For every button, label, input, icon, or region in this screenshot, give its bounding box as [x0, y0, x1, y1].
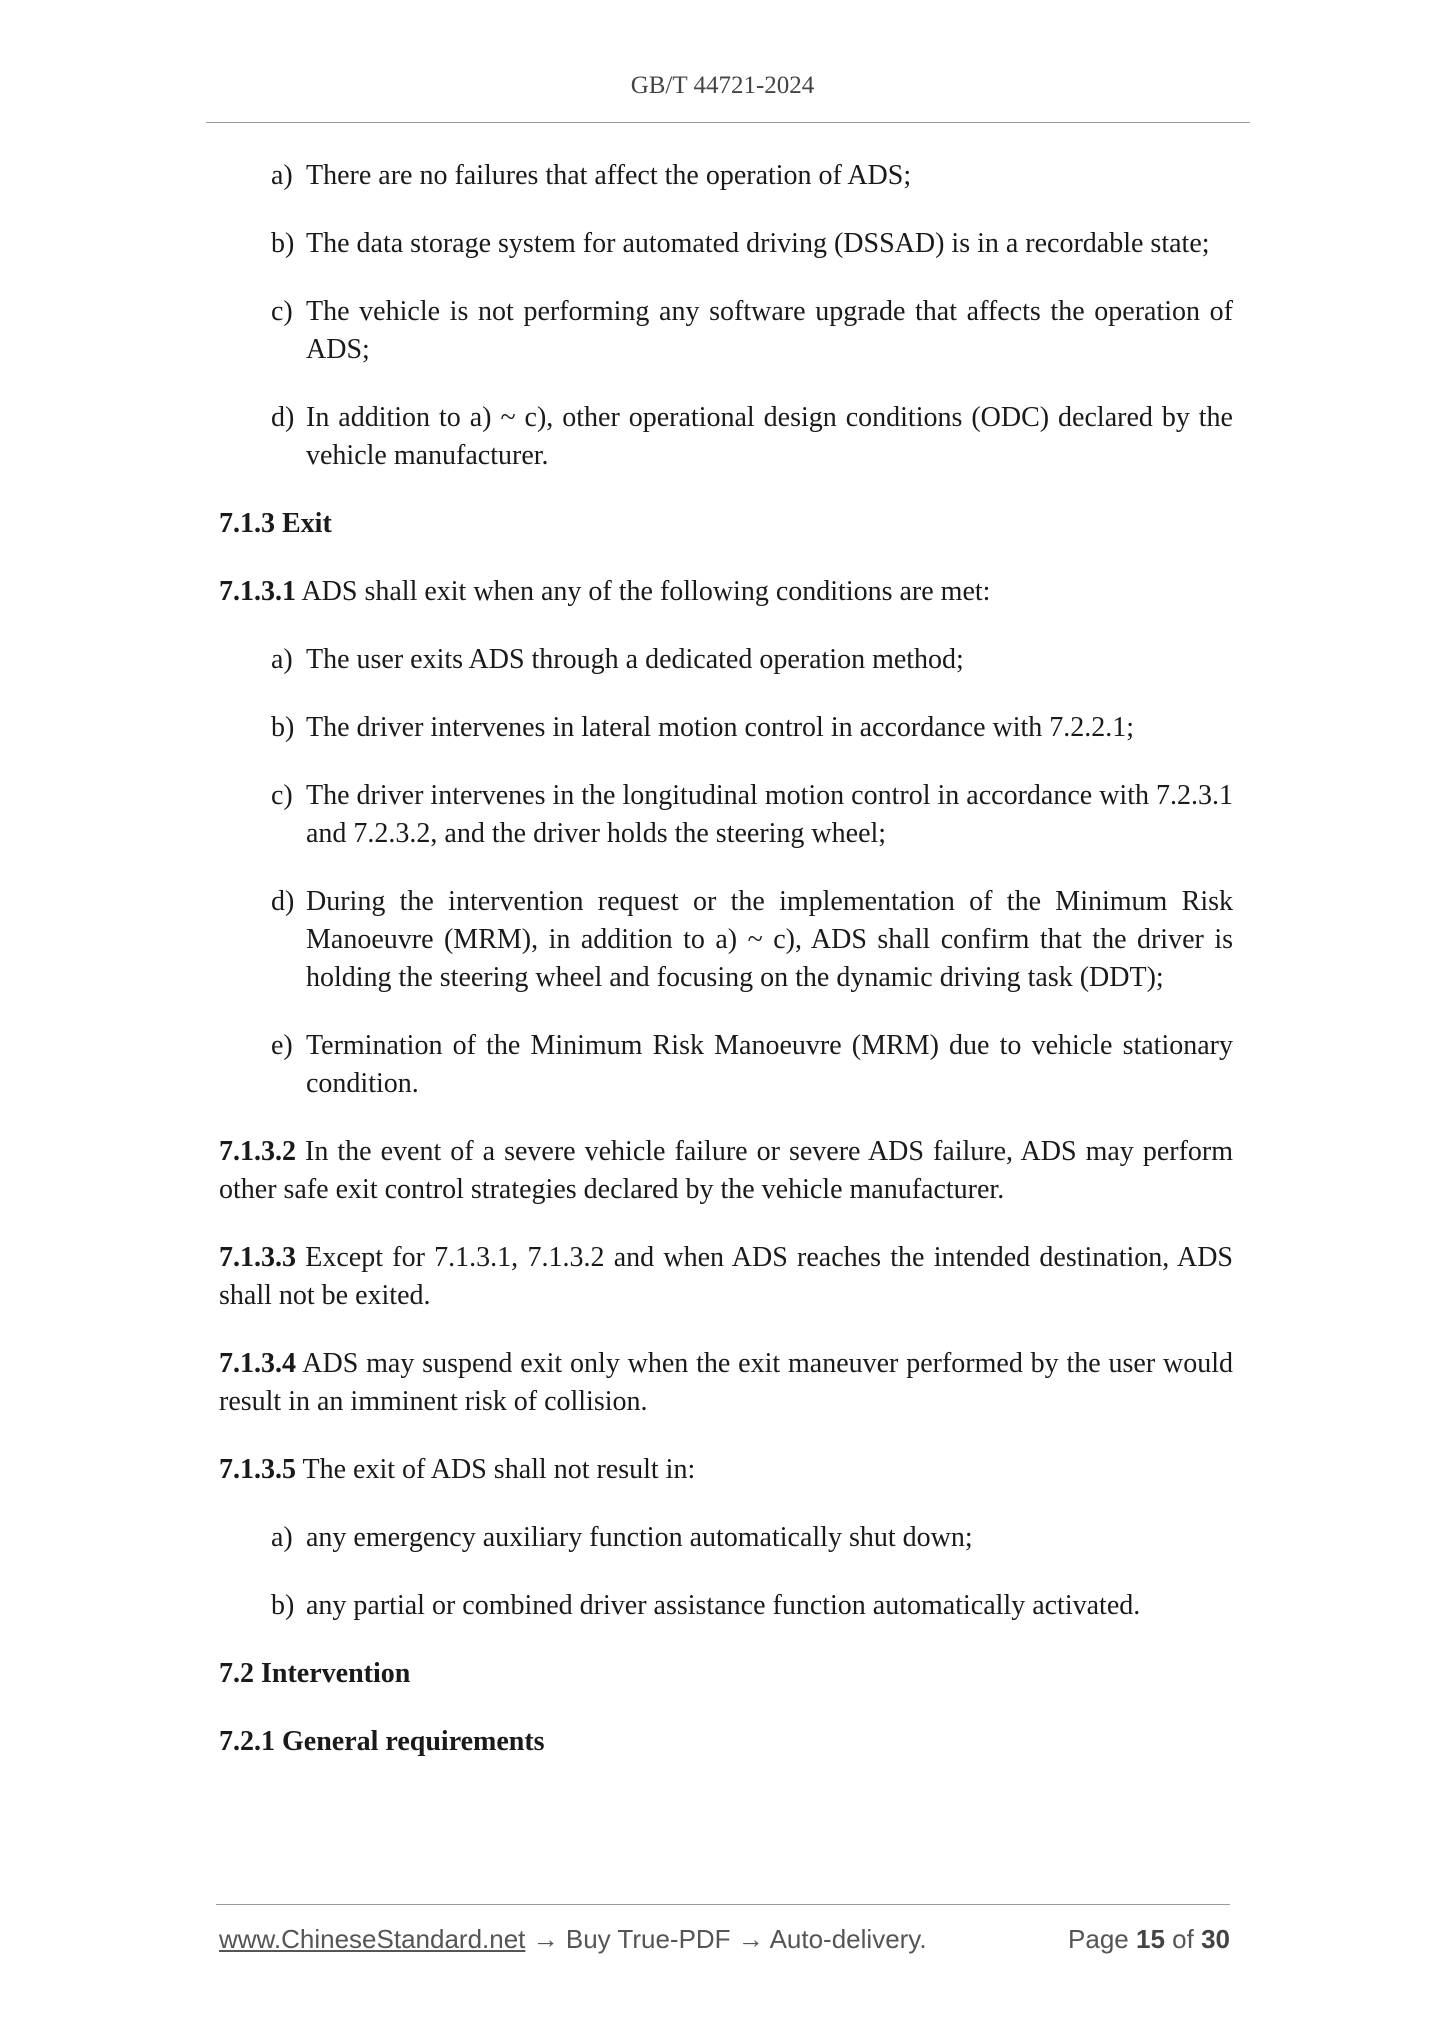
clause-number: 7.1.3.3 [219, 1242, 296, 1273]
list-item-text: The driver intervenes in lateral motion control in accordance with 7.2.2.1; [306, 712, 1135, 743]
footer-tagline: → Buy True-PDF → Auto-delivery. [525, 1924, 927, 1954]
clause-text: ADS may suspend exit only when the exit maneuver performed by the user would result in an imminent risk of collision. [219, 1348, 1233, 1417]
list-item-label: b) [271, 228, 295, 259]
list-item-text: In addition to a) ~ c), other operational design conditions (ODC) declared by the vehicle manufacturer. [306, 402, 1233, 471]
list-item-label: b) [271, 1590, 295, 1621]
list-item [271, 641, 1233, 679]
list-item [271, 225, 1233, 263]
section-heading-7-2: 7.2 Intervention [219, 1658, 411, 1689]
list-item [271, 157, 1233, 195]
page-footer [219, 1924, 1230, 1955]
list-item-text: There are no failures that affect the operation of ADS; [306, 160, 912, 191]
list-item-label: a) [271, 644, 293, 675]
clause-number: 7.1.3.5 [219, 1454, 296, 1485]
list-item [271, 709, 1233, 747]
document-header: GB/T 44721-2024 [630, 72, 815, 99]
section-heading-7-2-1: 7.2.1 General requirements [219, 1726, 545, 1757]
list-item-text: Termination of the Minimum Risk Manoeuvre (MRM) due to vehicle stationary condition. [306, 1030, 1233, 1099]
of-word: of [1172, 1924, 1194, 1954]
clause-7-1-3-3 [219, 1239, 1233, 1315]
list-item [271, 1027, 1233, 1103]
list-item [271, 883, 1233, 997]
page-word: Page [1068, 1924, 1129, 1954]
list-item [271, 777, 1233, 853]
list-item-text: The vehicle is not performing any software upgrade that affects the operation of ADS; [306, 296, 1233, 365]
page-total: 30 [1201, 1924, 1230, 1954]
section-heading-7-1-3: 7.1.3 Exit [219, 508, 332, 539]
clause-text: ADS shall exit when any of the following conditions are met: [296, 576, 991, 607]
website-link[interactable]: www.ChineseStandard.net [219, 1924, 526, 1954]
list-item-label: e) [271, 1030, 293, 1061]
list-item-label: d) [271, 402, 295, 433]
header-divider [206, 122, 1250, 123]
list-item [271, 1587, 1233, 1625]
clause-7-1-3-5 [219, 1451, 1233, 1489]
clause-7-1-3-2 [219, 1133, 1233, 1209]
page-counter [1068, 1924, 1230, 1955]
list-item [271, 399, 1233, 475]
list-item-text: any partial or combined driver assistance function automatically activated. [306, 1590, 1141, 1621]
list-item-text: During the intervention request or the implementation of the Minimum Risk Manoeuvre (MRM), in addition to a) ~ c), ADS shall confirm that the driver is holding the steering wheel and focusing on the dynamic driving task (DDT); [306, 886, 1233, 993]
list-item-text: The user exits ADS through a dedicated operation method; [306, 644, 964, 675]
footer-divider [216, 1904, 1230, 1905]
list-item-label: c) [271, 780, 293, 811]
page-number: 15 [1136, 1924, 1165, 1954]
clause-7-1-3-1 [219, 573, 1233, 611]
clause-number: 7.1.3.1 [219, 576, 296, 607]
clause-text: The exit of ADS shall not result in: [296, 1454, 696, 1485]
list-item [271, 1519, 1233, 1557]
list-item-label: a) [271, 160, 293, 191]
list-item-label: c) [271, 296, 293, 327]
list-item-text: any emergency auxiliary function automatically shut down; [306, 1522, 973, 1553]
clause-number: 7.1.3.4 [219, 1348, 296, 1379]
list-item [271, 293, 1233, 369]
list-item-text: The driver intervenes in the longitudinal motion control in accordance with 7.2.3.1 and 7.2.3.2, and the driver holds the steering wheel; [306, 780, 1233, 849]
list-item-label: b) [271, 712, 295, 743]
list-item-text: The data storage system for automated driving (DSSAD) is in a recordable state; [306, 228, 1210, 259]
list-item-label: d) [271, 886, 295, 917]
clause-text: Except for 7.1.3.1, 7.1.3.2 and when ADS reaches the intended destination, ADS shall not be exited. [219, 1242, 1233, 1311]
clause-7-1-3-4 [219, 1345, 1233, 1421]
clause-number: 7.1.3.2 [219, 1136, 296, 1167]
list-item-label: a) [271, 1522, 293, 1553]
clause-text: In the event of a severe vehicle failure or severe ADS failure, ADS may perform other safe exit control strategies declared by the vehicle manufacturer. [219, 1136, 1233, 1205]
